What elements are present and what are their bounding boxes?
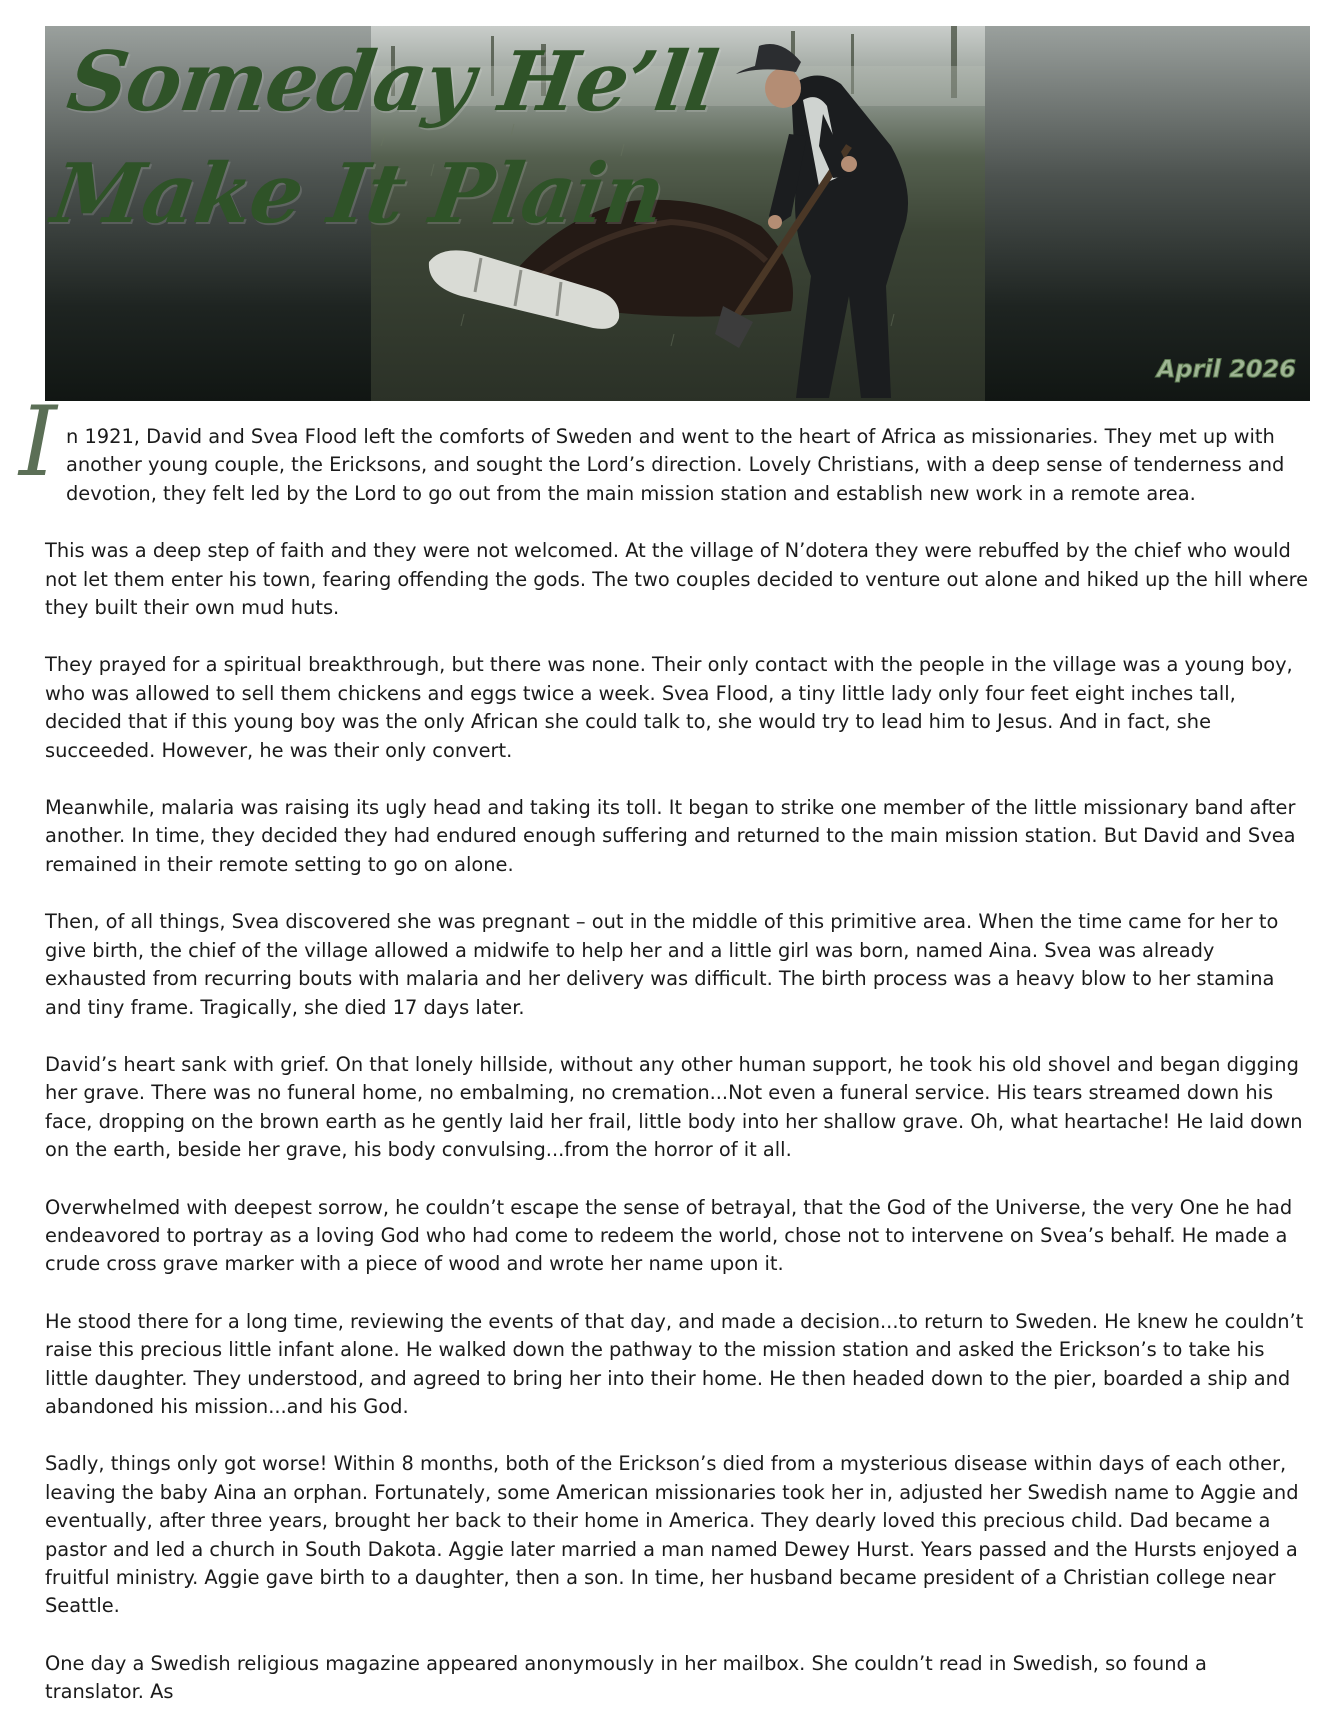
- article-paragraph: He stood there for a long time, reviewing the events of that day, and made a decision...to return to Sweden. He knew he couldn’t raise this precious little infant alone. He walked down the pathway to the mission station and asked the Erickson’s to take his little daughter. They understood, and agreed to bring her into their home. He then headed down to the pier, boarded a ship and abandoned his mission...and his God.: [45, 1309, 1304, 1418]
- page-title: [45, 26, 723, 250]
- title-line-1: Someday He’ll: [62, 34, 723, 130]
- article-paragraph-1: [19, 386, 1310, 508]
- article-paragraph: One day a Swedish religious magazine appeared anonymously in her mailbox. She couldn’t read in Swedish, so found a translator. As: [45, 1651, 1207, 1704]
- title-line-2: Make It Plain: [46, 146, 670, 242]
- article-paragraph: Meanwhile, malaria was raising its ugly head and taking its toll. It began to strike one member of the little missionary band after another. In time, they decided they had endured enough suffering and returned to the main mission station. But David and Svea remained in their remote setting to go on alone.: [45, 796, 1296, 876]
- issue-date: April 2026: [1156, 355, 1296, 383]
- article-paragraph: This was a deep step of faith and they were not welcomed. At the village of N’dotera they were rebuffed by the chief who would not let them enter his town, fearing offending the gods. The two couples decided to venture out alone and hiked up the hill where they built their own mud huts.: [45, 539, 1309, 620]
- drop-cap: I: [19, 386, 57, 498]
- article-paragraph: Then, of all things, Svea discovered she was pregnant – out in the middle of this primitive area. When the time came for her to give birth, the chief of the village allowed a midwife to help her and a little girl was born, named Aina. Svea was already exhausted from recurring bouts with malaria and her delivery was difficult. The birth process was a heavy blow to her stamina and tiny frame. Tragically, she died 17 days later.: [45, 910, 1279, 1019]
- article-paragraph: David’s heart sank with grief. On that lonely hillside, without any other human support, he took his old shovel and began digging her grave. There was no funeral home, no embalming, no cremation...Not even a funeral service. His tears streamed down his face, dropping on the brown earth as he gently laid her frail, little body into her shallow grave. Oh, what heartache! He laid down on the earth, beside her grave, his body convulsing...from the horror of it all.: [45, 1052, 1303, 1162]
- article-paragraph: Sadly, things only got worse! Within 8 months, both of the Erickson’s died from a mysterious disease within days of each other, leaving the baby Aina an orphan. Fortunately, some American missionaries took her in, adjusted her Swedish name to Aggie and eventually, after three years, brought her back to their home in America. They dearly loved this precious child. Dad became a pastor and led a church in South Dakota. Aggie later married a man named Dewey Hurst. Years passed and the Hursts enjoyed a fruitful ministry. Aggie gave birth to a daughter, then a son. In time, her husband became president of a Christian college near Seattle.: [45, 1452, 1299, 1618]
- article-paragraph: They prayed for a spiritual breakthrough, but there was none. Their only contact with the people in the village was a young boy, who was allowed to sell them chickens and eggs twice a week. Svea Flood, a tiny little lady only four feet eight inches tall, decided that if this young boy was the only African she could talk to, she would try to lead him to Jesus. And in fact, she succeeded. However, he was their only convert.: [45, 653, 1293, 762]
- article-body: [19, 386, 1310, 1736]
- article-paragraph: Overwhelmed with deepest sorrow, he couldn’t escape the sense of betrayal, that the God of the Universe, the very One he had endeavored to portray as a loving God who had come to redeem the world, chose not to intervene on Svea’s behalf. He made a crude cross grave marker with a piece of wood and wrote her name upon it.: [45, 1195, 1293, 1276]
- header-banner: [45, 26, 1310, 401]
- first-paragraph-text: n 1921, David and Svea Flood left the comforts of Sweden and went to the heart of Africa as missionaries. They met up with another young couple, the Ericksons, and sought the Lord’s direction. Lovely Christians, with a deep sense of tenderness and devotion, they felt led by the Lord to go out from the main mission station and establish new work in a remote area.: [66, 425, 1285, 505]
